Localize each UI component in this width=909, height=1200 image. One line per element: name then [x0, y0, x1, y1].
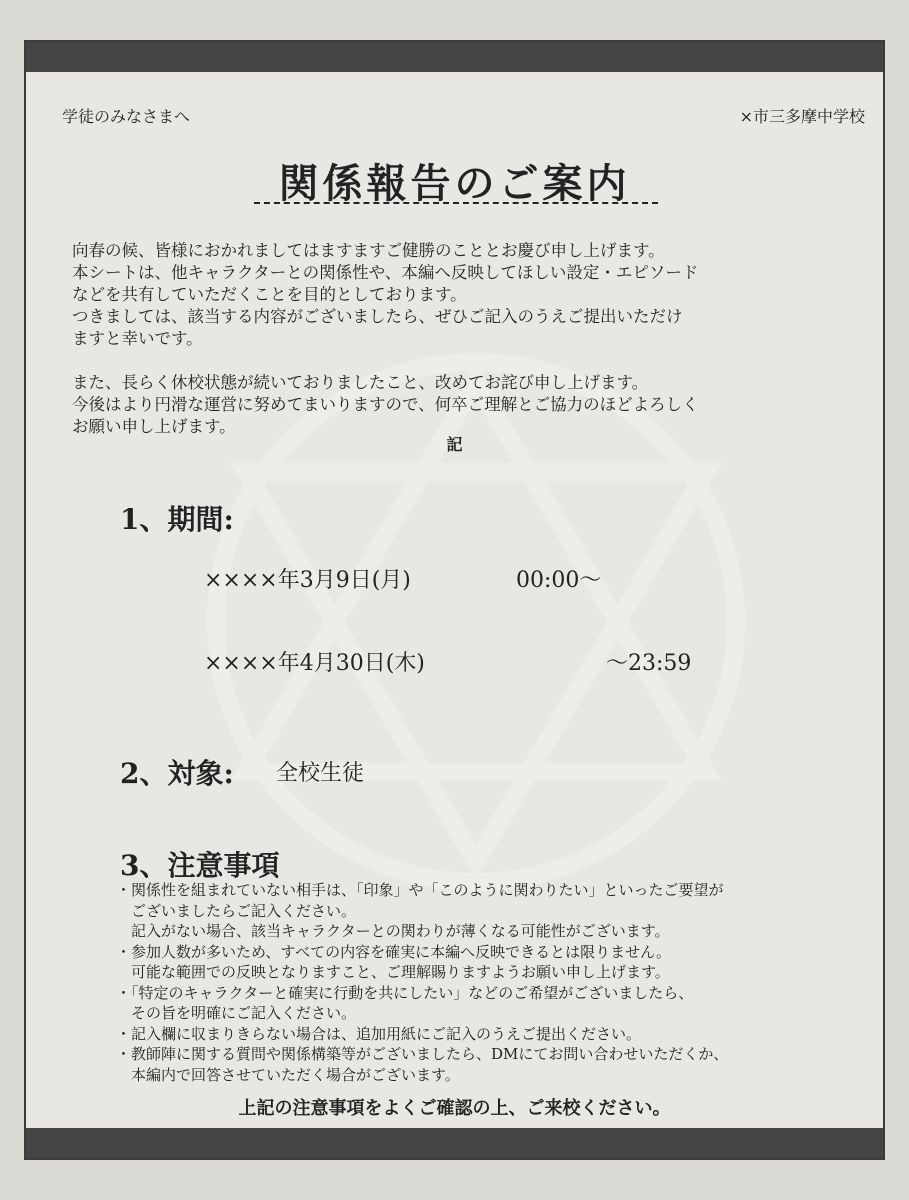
bottom-border-bar	[26, 1128, 883, 1158]
notes-line: 記入がない場合、該当キャラクターとの関わりが薄くなる可能性がございます。	[116, 922, 670, 940]
notes-line: 本編内で回答させていただく場合がございます。	[116, 1065, 460, 1084]
top-border-bar	[26, 42, 883, 72]
target-value: 全校生徒	[276, 761, 365, 786]
notes-line: 可能な範囲での反映となりますこと、ご理解賜りますようお願い申し上げます。	[116, 963, 670, 981]
sender-line: ×市三多摩中学校	[739, 107, 865, 126]
intro-paragraph: 向春の候、皆様におかれましてはますますご健勝のこととお慶び申し上げます。 本シートは、他キャラクターとの関係性や、本編へ反映してほしい設定・エピソード などを共有していただくことを目的としております。 つきましては、該当する内容がございましたら、ぜひご記入のうえご提出いただけ ますと幸いです。 また、長らく休校状態が続いておりましたこと、改めてお詫び申し上げます。 今後はより円滑な運営に努めてまいりますので、何卒ご理解とご協力のほどよろしく お願い申し上げます。	[72, 241, 699, 436]
notes-line: ・関係性を組まれていない相手は、「印象」や「このように関わりたい」といったご要望が	[116, 881, 724, 899]
closing-line: 上記の注意事項をよくご確認の上、ご来校ください。	[238, 1098, 671, 1119]
period-start-time: 00:00〜	[516, 568, 602, 593]
notes-line: ・参加人数が多いため、すべての内容を確実に本編へ反映できるとは限りません。	[116, 942, 672, 961]
notes-heading: 3、注意事項	[120, 849, 280, 882]
notes-line: ございましたらご記入ください。	[116, 901, 357, 920]
period-end-date: ××××年4月30日(木)	[204, 651, 425, 676]
recipient-line: 学徒のみなさまへ	[62, 107, 191, 126]
period-heading: 1、期間:	[120, 503, 234, 536]
notes-line: ・記入欄に収まりきらない場合は、追加用紙にご記入のうえご提出ください。	[116, 1024, 642, 1043]
target-heading: 2、対象:	[120, 757, 234, 790]
period-start-date: ××××年3月9日(月)	[204, 568, 411, 593]
notes-line: ・教師陣に関する質問や関係構築等がございましたら、DMにてお問い合わせいただくか、	[116, 1045, 729, 1063]
title-underline	[254, 202, 658, 204]
period-end-time: 〜23:59	[606, 651, 692, 676]
notes-line: ・「特定のキャラクターと確実に行動を共にしたい」などのご希望がございましたら、	[116, 983, 694, 1002]
notes-line: その旨を明確にご記入ください。	[116, 1004, 357, 1022]
notice-sheet	[24, 40, 885, 1160]
page-title: 関係報告のご案内	[278, 160, 631, 207]
notes-list	[116, 880, 728, 1085]
ki-marker: 記	[446, 435, 463, 454]
